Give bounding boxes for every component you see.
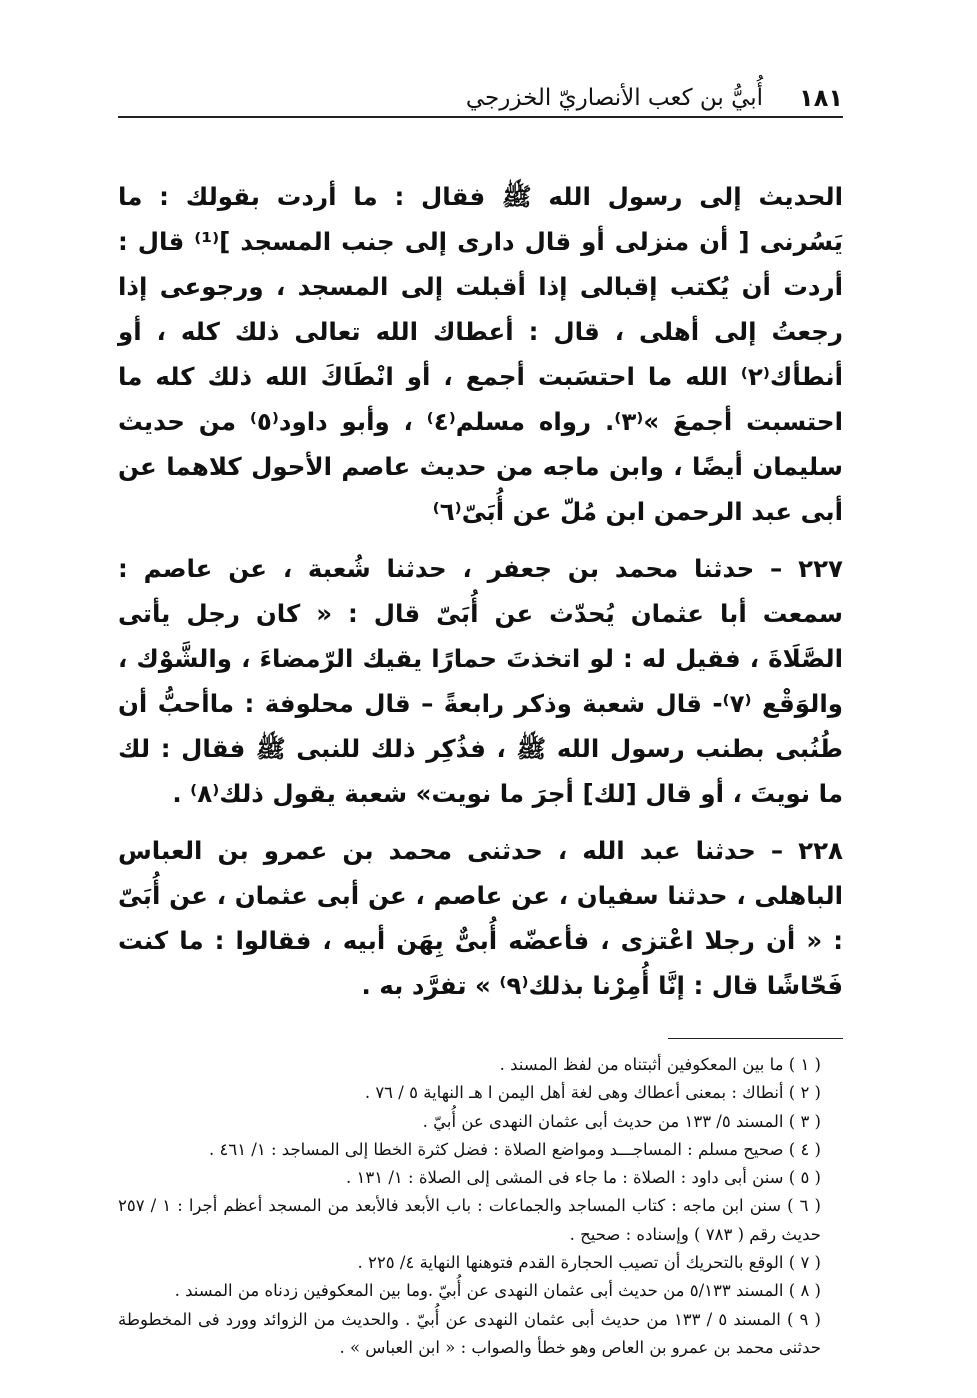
- footnote-9: ( ٩ ) المسند ٥ / ١٣٣ من حديث أبى عثمان النهدى عن أُبيّ . والحديث من الزوائد وورد فى المخطوطة حدثنى محمد بن عمرو بن العاص وهو خطأ والصواب : « ابن العباس » .: [118, 1309, 821, 1357]
- hadith-227: ٢٢٧ – حدثنا محمد بن جعفر ، حدثنا شُعبة ، عن عاصم : سمعت أبا عثمان يُحدّث عن أُبَىّ قال : « كان رجل يأتى الصَّلَاةَ ، فقيل له : لو اتخذتَ حمارًا يقيك الرّمضاءَ ، والشَّوْك ، والوَقْع ⁽٧⁾- قال شعبة وذكر رابعةً – قال محلوفة : ماأحبُّ أن طُنُبى بطنب رسول الله ﷺ ، فذُكِر ذلك للنبى ﷺ فقال : لك ما نويتَ ، أو قال [لك] أجرَ ما نويت» شعبة يقول ذلك⁽٨⁾ .: [118, 554, 843, 808]
- footnote-1: ( ١ ) ما بين المعكوفين أثبتناه من لفظ المسند .: [499, 1055, 821, 1074]
- footnote-3: ( ٣ ) المسند ٥/ ١٣٣ من حديث أبى عثمان النهدى عن أُبيّ .: [422, 1111, 821, 1131]
- book-page: [118, 70, 843, 1370]
- footnote-2: ( ٢ ) أنطاك : بمعنى أعطاك وهى لغة أهل اليمن ا هـ النهاية ٥ / ٧٦ .: [364, 1083, 821, 1103]
- page-number: ١٨١: [799, 84, 843, 112]
- hadith-228: ٢٢٨ – حدثنا عبد الله ، حدثنى محمد بن عمرو بن العباس الباهلى ، حدثنا سفيان ، عن عاصم ، عن أبى عثمان ، عن أُبَىّ : « أن رجلا اعْتزى ، فأعضّه أُبىٌّ بِهَن أبيه ، فقالوا : ما كنت فَحّاشًا قال : إنَّا أُمِرْنا بذلك⁽٩⁾ » تفرَّد به .: [118, 836, 843, 1000]
- running-title: أُبيُّ بن كعب الأنصاريّ الخزرجي: [465, 85, 764, 111]
- footnotes: [118, 1051, 843, 1362]
- footnote-7: ( ٧ ) الوقع بالتحريك أن تصيب الحجارة القدم فتوهنها النهاية ٤/ ٢٢٥ .: [357, 1253, 821, 1273]
- footnote-8: ( ٨ ) المسند ٥/١٣٣ من حديث أبى عثمان النهدى عن أُبيّ .وما بين المعكوفين زدناه من المسند .: [174, 1281, 821, 1301]
- footnote-4: ( ٤ ) صحيح مسلم : المساجـــد ومواضع الصلاة : فضل كثرة الخطا إلى المساجد : ١/ ٤٦١ .: [208, 1139, 821, 1159]
- paragraph-continuation: الحديث إلى رسول الله ﷺ فقال : ما أردت بقولك : ما يَسُرنى [ أن منزلى أو قال دارى إلى جنب المسجد ]⁽¹⁾ قال : أردت أن يُكتب إقبالى إذا أقبلت إلى المسجد ، ورجوعى إذا رجعتُ إلى أهلى ، قال : أعطاك الله تعالى ذلك كله ، أو أنطأك⁽٢⁾ الله ما احتسَبت أجمع ، أو انْطَاكَ الله ذلك كله ما احتسبت أجمعَ »⁽٣⁾. رواه مسلم⁽٤⁾ ، وأبو داود⁽٥⁾ من حديث سليمان أيضًا ، وابن ماجه من حديث عاصم الأحول كلاهما عن أبى عبد الرحمن ابن مُلّ عن أُبَىّ⁽٦⁾: [118, 182, 843, 526]
- footnote-5: ( ٥ ) سنن أبى داود : الصلاة : ما جاء فى المشى إلى الصلاة : ١/ ١٣١ .: [346, 1168, 821, 1188]
- footnote-divider: [668, 1038, 843, 1039]
- footnote-6: ( ٦ ) سنن ابن ماجه : كتاب المساجد والجماعات : باب الأبعد فالأبعد من المسجد أعظم أجرا : ١ / ٢٥٧ حديث رقم ( ٧٨٣ ) وإسناده : صحيح .: [118, 1196, 821, 1244]
- page-header: [118, 70, 843, 118]
- main-text: [118, 174, 843, 1008]
